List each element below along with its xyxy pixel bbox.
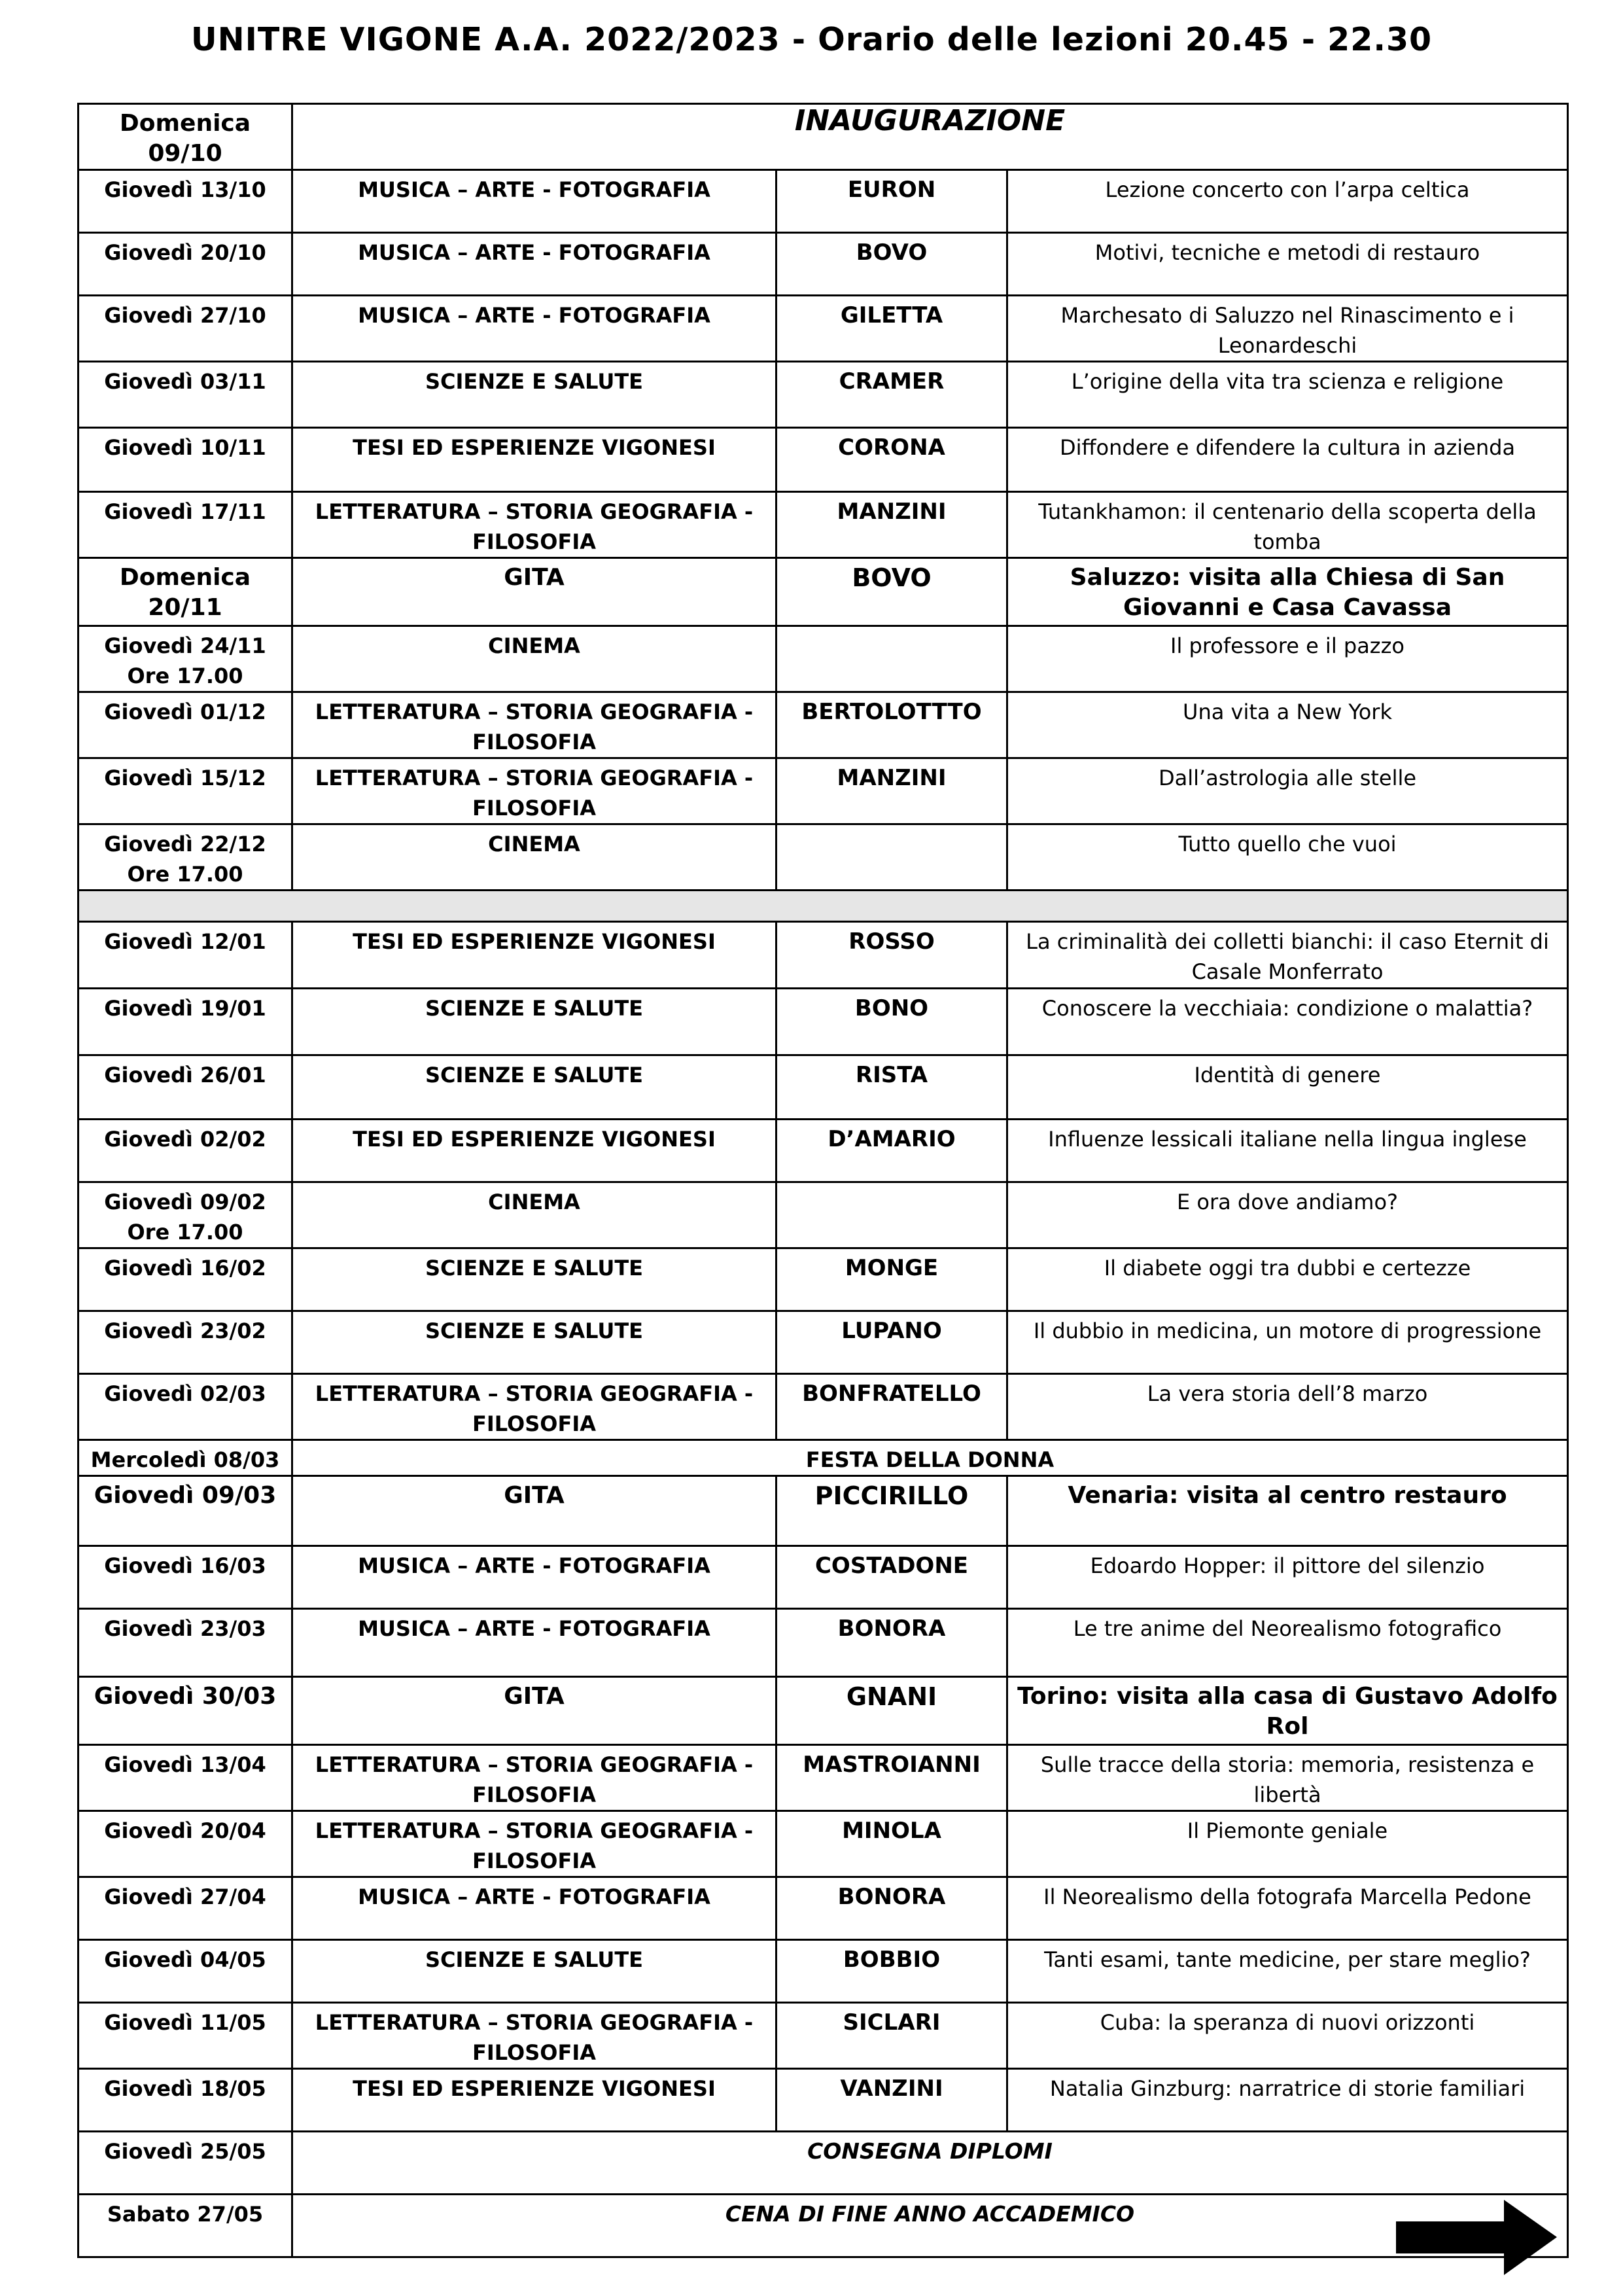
date-cell: Giovedì 24/11 Ore 17.00: [79, 626, 292, 692]
page-title: UNITRE VIGONE A.A. 2022/2023 - Orario delle lezioni 20.45 - 22.30: [190, 21, 1433, 58]
schedule-row: [79, 2003, 1568, 2069]
schedule-row: [79, 428, 1568, 492]
area-cell: GITA: [292, 558, 777, 626]
schedule-row: [79, 1248, 1568, 1311]
topic-cell: Edoardo Hopper: il pittore del silenzio: [1007, 1546, 1568, 1609]
teacher-cell: MINOLA: [777, 1811, 1007, 1877]
area-cell: MUSICA – ARTE - FOTOGRAFIA: [292, 233, 777, 296]
schedule-row: [79, 692, 1568, 758]
topic-cell: Il professore e il pazzo: [1007, 626, 1568, 692]
schedule-row: [79, 626, 1568, 692]
date-cell: Giovedì 02/03: [79, 1374, 292, 1440]
teacher-cell: RISTA: [777, 1055, 1007, 1120]
teacher-cell: COSTADONE: [777, 1546, 1007, 1609]
teacher-cell: VANZINI: [777, 2069, 1007, 2132]
area-cell: MUSICA – ARTE - FOTOGRAFIA: [292, 1546, 777, 1609]
date-cell: Giovedì 11/05: [79, 2003, 292, 2069]
topic-cell: Una vita a New York: [1007, 692, 1568, 758]
date-cell: Giovedì 23/02: [79, 1311, 292, 1374]
schedule-row: [79, 1546, 1568, 1609]
schedule-row: [79, 1745, 1568, 1811]
topic-cell: La criminalità dei colletti bianchi: il caso Eternit di Casale Monferrato: [1007, 922, 1568, 989]
area-cell: CINEMA: [292, 1182, 777, 1248]
date-cell: Domenica 20/11: [79, 558, 292, 626]
schedule-row: [79, 1311, 1568, 1374]
teacher-cell: EURON: [777, 170, 1007, 233]
teacher-cell: MANZINI: [777, 492, 1007, 558]
schedule-row: [79, 492, 1568, 558]
area-cell: MUSICA – ARTE - FOTOGRAFIA: [292, 296, 777, 362]
teacher-cell: SICLARI: [777, 2003, 1007, 2069]
date-cell: Giovedì 17/11: [79, 492, 292, 558]
area-cell: LETTERATURA – STORIA GEOGRAFIA - FILOSOFIA: [292, 758, 777, 824]
teacher-cell: BONFRATELLO: [777, 1374, 1007, 1440]
area-cell: LETTERATURA – STORIA GEOGRAFIA - FILOSOFIA: [292, 1745, 777, 1811]
teacher-cell: BONO: [777, 989, 1007, 1055]
teacher-cell: BOVO: [777, 558, 1007, 626]
teacher-cell: [777, 1182, 1007, 1248]
schedule-row: [79, 2132, 1568, 2195]
date-cell: Giovedì 15/12: [79, 758, 292, 824]
schedule-row: [79, 922, 1568, 989]
schedule-row: [79, 2069, 1568, 2132]
teacher-cell: CORONA: [777, 428, 1007, 492]
topic-cell: Tanti esami, tante medicine, per stare meglio?: [1007, 1940, 1568, 2003]
schedule-row: [79, 1182, 1568, 1248]
schedule-row: [79, 989, 1568, 1055]
area-cell: SCIENZE E SALUTE: [292, 1055, 777, 1120]
area-cell: LETTERATURA – STORIA GEOGRAFIA - FILOSOFIA: [292, 492, 777, 558]
separator-cell: [79, 891, 1568, 922]
topic-cell: Lezione concerto con l’arpa celtica: [1007, 170, 1568, 233]
schedule-row: [79, 558, 1568, 626]
teacher-cell: ROSSO: [777, 922, 1007, 989]
event-cell: FESTA DELLA DONNA: [292, 1440, 1568, 1476]
teacher-cell: MONGE: [777, 1248, 1007, 1311]
area-cell: GITA: [292, 1677, 777, 1745]
schedule-row: [79, 233, 1568, 296]
topic-cell: Il dubbio in medicina, un motore di progressione: [1007, 1311, 1568, 1374]
teacher-cell: [777, 626, 1007, 692]
schedule-row: [79, 170, 1568, 233]
schedule-row: [79, 2195, 1568, 2257]
area-cell: TESI ED ESPERIENZE VIGONESI: [292, 922, 777, 989]
schedule-table: [77, 103, 1569, 2258]
teacher-cell: BOVO: [777, 233, 1007, 296]
event-cell: CENA DI FINE ANNO ACCADEMICO: [292, 2195, 1568, 2257]
topic-cell: La vera storia dell’8 marzo: [1007, 1374, 1568, 1440]
date-cell: Giovedì 02/02: [79, 1120, 292, 1182]
area-cell: MUSICA – ARTE - FOTOGRAFIA: [292, 1609, 777, 1677]
schedule-row: [79, 1374, 1568, 1440]
date-cell: Giovedì 10/11: [79, 428, 292, 492]
schedule-row: [79, 1055, 1568, 1120]
date-cell: Giovedì 20/04: [79, 1811, 292, 1877]
schedule-row: [79, 1120, 1568, 1182]
date-cell: Giovedì 16/02: [79, 1248, 292, 1311]
date-cell: Giovedì 13/04: [79, 1745, 292, 1811]
area-cell: SCIENZE E SALUTE: [292, 1940, 777, 2003]
date-cell: Giovedì 30/03: [79, 1677, 292, 1745]
area-cell: LETTERATURA – STORIA GEOGRAFIA - FILOSOFIA: [292, 692, 777, 758]
date-cell: Sabato 27/05: [79, 2195, 292, 2257]
date-cell: Giovedì 27/04: [79, 1877, 292, 1940]
topic-cell: Marchesato di Saluzzo nel Rinascimento e i Leonardeschi: [1007, 296, 1568, 362]
date-cell: Giovedì 04/05: [79, 1940, 292, 2003]
event-cell: INAUGURAZIONE: [292, 104, 1568, 170]
area-cell: MUSICA – ARTE - FOTOGRAFIA: [292, 170, 777, 233]
schedule-row: [79, 1811, 1568, 1877]
date-cell: Giovedì 23/03: [79, 1609, 292, 1677]
date-cell: Giovedì 20/10: [79, 233, 292, 296]
schedule-row: [79, 824, 1568, 891]
topic-cell: Motivi, tecniche e metodi di restauro: [1007, 233, 1568, 296]
topic-cell: Venaria: visita al centro restauro: [1007, 1476, 1568, 1546]
topic-cell: L’origine della vita tra scienza e religione: [1007, 362, 1568, 428]
schedule-row: [79, 1476, 1568, 1546]
date-cell: Giovedì 12/01: [79, 922, 292, 989]
schedule-row: [79, 1677, 1568, 1745]
schedule-row: [79, 758, 1568, 824]
topic-cell: Natalia Ginzburg: narratrice di storie familiari: [1007, 2069, 1568, 2132]
area-cell: SCIENZE E SALUTE: [292, 1248, 777, 1311]
teacher-cell: [777, 824, 1007, 891]
date-cell: Giovedì 27/10: [79, 296, 292, 362]
teacher-cell: CRAMER: [777, 362, 1007, 428]
area-cell: SCIENZE E SALUTE: [292, 362, 777, 428]
topic-cell: Saluzzo: visita alla Chiesa di San Giovanni e Casa Cavassa: [1007, 558, 1568, 626]
teacher-cell: LUPANO: [777, 1311, 1007, 1374]
teacher-cell: BONORA: [777, 1609, 1007, 1677]
teacher-cell: MANZINI: [777, 758, 1007, 824]
date-cell: Giovedì 09/03: [79, 1476, 292, 1546]
separator-row: [79, 891, 1568, 922]
area-cell: CINEMA: [292, 626, 777, 692]
topic-cell: Conoscere la vecchiaia: condizione o malattia?: [1007, 989, 1568, 1055]
topic-cell: Il Neorealismo della fotografa Marcella Pedone: [1007, 1877, 1568, 1940]
teacher-cell: GILETTA: [777, 296, 1007, 362]
topic-cell: Diffondere e difendere la cultura in azienda: [1007, 428, 1568, 492]
area-cell: TESI ED ESPERIENZE VIGONESI: [292, 428, 777, 492]
topic-cell: Sulle tracce della storia: memoria, resistenza e libertà: [1007, 1745, 1568, 1811]
teacher-cell: D’AMARIO: [777, 1120, 1007, 1182]
date-cell: Giovedì 09/02 Ore 17.00: [79, 1182, 292, 1248]
schedule-row: [79, 1440, 1568, 1476]
date-cell: Mercoledì 08/03: [79, 1440, 292, 1476]
teacher-cell: BOBBIO: [777, 1940, 1007, 2003]
area-cell: CINEMA: [292, 824, 777, 891]
schedule-row: [79, 362, 1568, 428]
area-cell: MUSICA – ARTE - FOTOGRAFIA: [292, 1877, 777, 1940]
event-cell: CONSEGNA DIPLOMI: [292, 2132, 1568, 2195]
schedule-row: [79, 296, 1568, 362]
topic-cell: Dall’astrologia alle stelle: [1007, 758, 1568, 824]
date-cell: Giovedì 22/12 Ore 17.00: [79, 824, 292, 891]
schedule-row: [79, 1609, 1568, 1677]
date-cell: Giovedì 19/01: [79, 989, 292, 1055]
schedule-row: [79, 1940, 1568, 2003]
date-cell: Giovedì 18/05: [79, 2069, 292, 2132]
schedule-row: [79, 1877, 1568, 1940]
date-cell: Giovedì 03/11: [79, 362, 292, 428]
schedule-row: [79, 104, 1568, 170]
topic-cell: Le tre anime del Neorealismo fotografico: [1007, 1609, 1568, 1677]
date-cell: Giovedì 13/10: [79, 170, 292, 233]
schedule-body: [79, 104, 1568, 2257]
teacher-cell: BONORA: [777, 1877, 1007, 1940]
area-cell: SCIENZE E SALUTE: [292, 989, 777, 1055]
topic-cell: Influenze lessicali italiane nella lingua inglese: [1007, 1120, 1568, 1182]
topic-cell: Identità di genere: [1007, 1055, 1568, 1120]
topic-cell: Il Piemonte geniale: [1007, 1811, 1568, 1877]
topic-cell: Il diabete oggi tra dubbi e certezze: [1007, 1248, 1568, 1311]
arrow-right-icon[interactable]: [1396, 2200, 1557, 2275]
date-cell: Giovedì 26/01: [79, 1055, 292, 1120]
teacher-cell: MASTROIANNI: [777, 1745, 1007, 1811]
topic-cell: E ora dove andiamo?: [1007, 1182, 1568, 1248]
date-cell: Giovedì 25/05: [79, 2132, 292, 2195]
teacher-cell: PICCIRILLO: [777, 1476, 1007, 1546]
area-cell: LETTERATURA – STORIA GEOGRAFIA - FILOSOFIA: [292, 1374, 777, 1440]
area-cell: LETTERATURA – STORIA GEOGRAFIA - FILOSOFIA: [292, 1811, 777, 1877]
area-cell: TESI ED ESPERIENZE VIGONESI: [292, 2069, 777, 2132]
topic-cell: Tutto quello che vuoi: [1007, 824, 1568, 891]
date-cell: Giovedì 01/12: [79, 692, 292, 758]
topic-cell: Torino: visita alla casa di Gustavo Adolfo Rol: [1007, 1677, 1568, 1745]
area-cell: LETTERATURA – STORIA GEOGRAFIA - FILOSOFIA: [292, 2003, 777, 2069]
topic-cell: Cuba: la speranza di nuovi orizzonti: [1007, 2003, 1568, 2069]
date-cell: Domenica 09/10: [79, 104, 292, 170]
teacher-cell: GNANI: [777, 1677, 1007, 1745]
area-cell: TESI ED ESPERIENZE VIGONESI: [292, 1120, 777, 1182]
topic-cell: Tutankhamon: il centenario della scoperta della tomba: [1007, 492, 1568, 558]
teacher-cell: BERTOLOTTTO: [777, 692, 1007, 758]
area-cell: SCIENZE E SALUTE: [292, 1311, 777, 1374]
area-cell: GITA: [292, 1476, 777, 1546]
date-cell: Giovedì 16/03: [79, 1546, 292, 1609]
